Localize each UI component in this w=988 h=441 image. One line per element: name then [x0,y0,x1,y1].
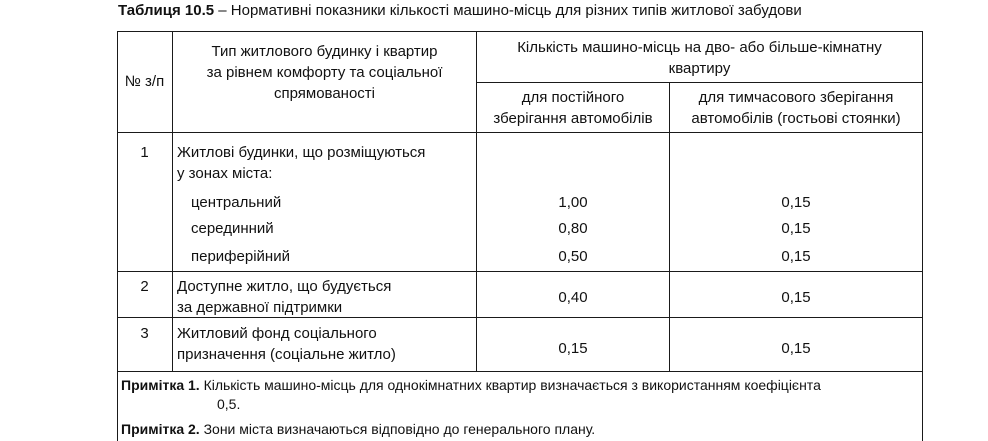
zone-permanent-value [477,192,669,213]
note-text: Зони міста визначаються відповідно до генерального плану. [199,421,596,437]
cell-value: 0,15 [558,340,588,357]
header-building-type [173,41,476,104]
row-temporary-value [670,338,922,359]
header-group [477,37,922,79]
row-number [117,323,172,344]
note [121,375,821,395]
rule [117,31,923,32]
zone-temporary-value [670,192,922,213]
zone-name-text: периферійний [191,248,290,265]
zone-name-text: центральний [191,194,282,211]
cell-value: 0,40 [558,289,588,306]
caption-text: – Нормативні показники кількості машино-місць для різних типів житлової забудови [214,2,802,19]
zone-name-text: серединний [191,220,274,237]
header-permanent [477,87,669,129]
cell-value: 0,15 [781,340,811,357]
cell-value: 0,80 [558,220,588,237]
cell-value: 0,15 [781,289,811,306]
row-title [177,142,425,184]
zone-permanent-value [477,246,669,267]
row-title-line: Житлові будинки, що розміщуються [177,144,426,161]
row-number-value: 3 [140,325,149,342]
rule [117,371,923,372]
note-label: Примітка 1. [121,377,200,393]
row-title [177,276,391,318]
header-temp-line: автомобілів (гостьові стоянки) [691,110,901,127]
rule [476,82,923,83]
row-title-line: за державної підтримки [177,299,343,316]
row-number [117,276,172,297]
header-temp-line: для тимчасового зберігання [698,89,894,106]
header-perm-line: для постійного [521,89,625,106]
rule [922,31,923,441]
row-title [177,323,396,365]
note [121,419,595,439]
header-perm-line: зберігання автомобілів [493,110,653,127]
header-number [117,71,172,92]
zone-temporary-value [670,218,922,239]
note-label: Примітка 2. [121,421,200,437]
zone-name [191,218,274,239]
row-number-value: 2 [140,278,149,295]
header-type-line: спрямованості [273,85,376,102]
row-title-line: призначення (соціальне житло) [177,346,396,363]
cell-value: 0,50 [558,248,588,265]
row-number [117,142,172,163]
row-title-line: у зонах міста: [177,165,273,182]
zone-permanent-value [477,218,669,239]
rule [117,271,923,272]
table-caption [118,2,802,19]
cell-value: 0,15 [781,248,811,265]
row-permanent-value [477,287,669,308]
rule [117,31,118,441]
row-number-value: 1 [140,144,149,161]
zone-temporary-value [670,246,922,267]
rule [117,132,923,133]
note-text: 0,5. [217,396,241,412]
caption-label: Таблиця 10.5 [118,2,215,19]
row-title-line: Доступне житло, що будується [177,278,392,295]
norms-table [117,31,923,441]
row-temporary-value [670,287,922,308]
header-type-line: за рівнем комфорту та соціальної [206,64,443,81]
header-group-line: квартиру [668,60,731,77]
cell-value: 1,00 [558,194,588,211]
zone-name [191,192,281,213]
cell-value: 0,15 [781,194,811,211]
header-type-line: Тип житлового будинку і квартир [211,43,438,60]
note-continuation [217,394,240,414]
cell-value: 0,15 [781,220,811,237]
row-title-line: Житловий фонд соціального [177,325,377,342]
zone-name [191,246,290,267]
header-number-label: № з/п [124,73,165,90]
header-temporary [670,87,922,129]
row-permanent-value [477,338,669,359]
note-text: Кількість машино-місць для однокімнатних квартир визначається з використанням коефіцієнта [199,377,821,393]
header-group-line: Кількість машино-місць на дво- або більше-кімнатну [517,39,882,56]
